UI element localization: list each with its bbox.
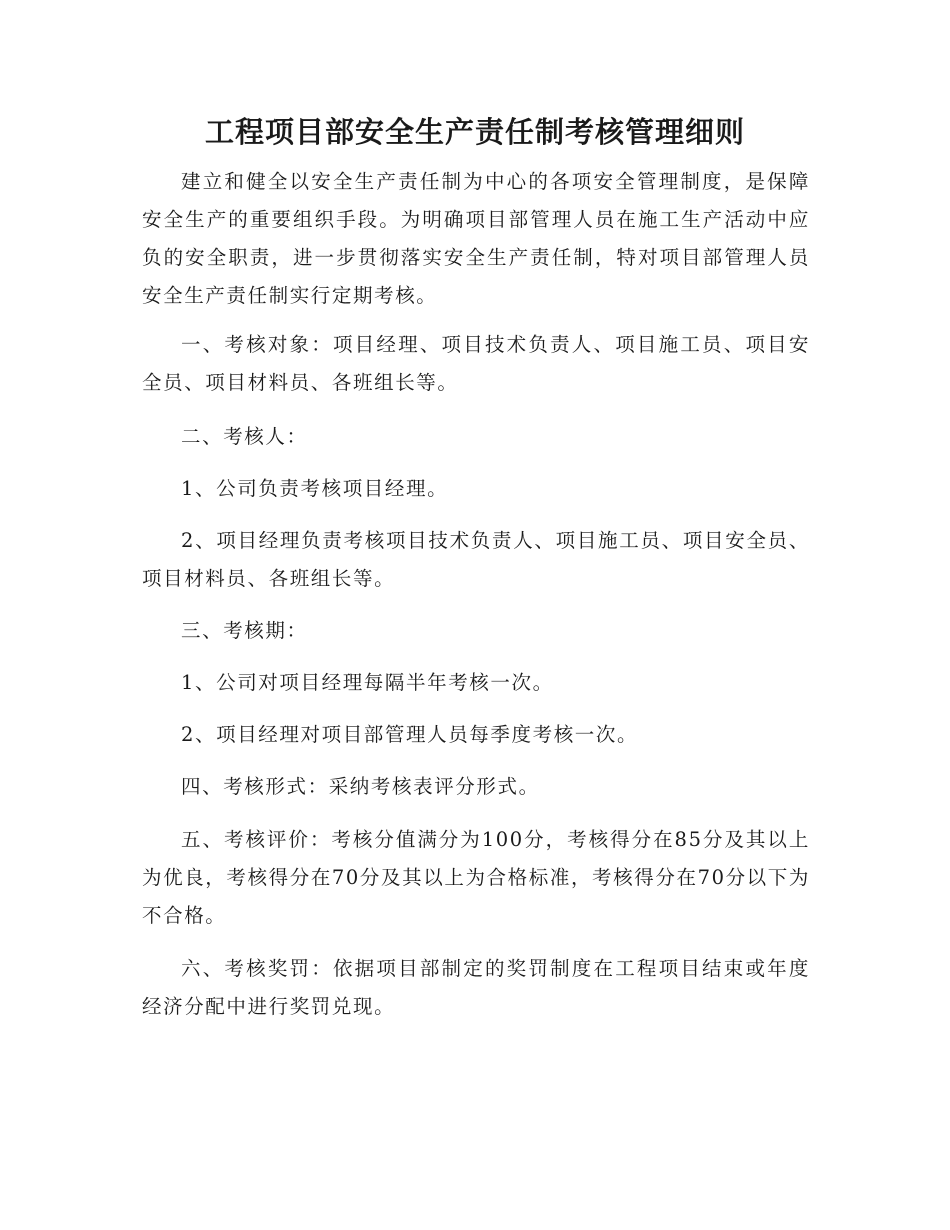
paragraph-rewards-penalties: 六、考核奖罚：依据项目部制定的奖罚制度在工程项目结束或年度经济分配中进行奖罚兑现。 — [142, 957, 810, 1018]
paragraph-period-heading: 三、考核期： — [181, 619, 308, 642]
paragraph-assessment-targets: 一、考核对象：项目经理、项目技术负责人、项目施工员、项目安全员、项目材料员、各班组长等。 — [142, 333, 810, 394]
paragraph-assessors-item-2: 2、项目经理负责考核项目技术负责人、项目施工员、项目安全员、项目材料员、各班组长等。 — [142, 529, 810, 590]
document-title: 工程项目部安全生产责任制考核管理细则 — [204, 115, 745, 149]
paragraph-assessment-form: 四、考核形式：采纳考核表评分形式。 — [181, 775, 540, 798]
paragraph-intro: 建立和健全以安全生产责任制为中心的各项安全管理制度，是保障安全生产的重要组织手段。为明确项目部管理人员在施工生产活动中应负的安全职责，进一步贯彻落实安全生产责任制，特对项目部管理人员安全生产责任制实行定期考核。 — [142, 170, 810, 307]
paragraph-assessors-heading: 二、考核人： — [181, 425, 308, 448]
paragraph-assessors-item-1: 1、公司负责考核项目经理。 — [181, 477, 449, 500]
paragraph-period-item-1: 1、公司对项目经理每隔半年考核一次。 — [181, 671, 554, 694]
paragraph-assessment-evaluation: 五、考核评价：考核分值满分为100分，考核得分在85分及其以上为优良，考核得分在70分及其以上为合格标准，考核得分在70分以下为不合格。 — [142, 828, 810, 927]
paragraph-period-item-2: 2、项目经理对项目部管理人员每季度考核一次。 — [181, 723, 639, 746]
